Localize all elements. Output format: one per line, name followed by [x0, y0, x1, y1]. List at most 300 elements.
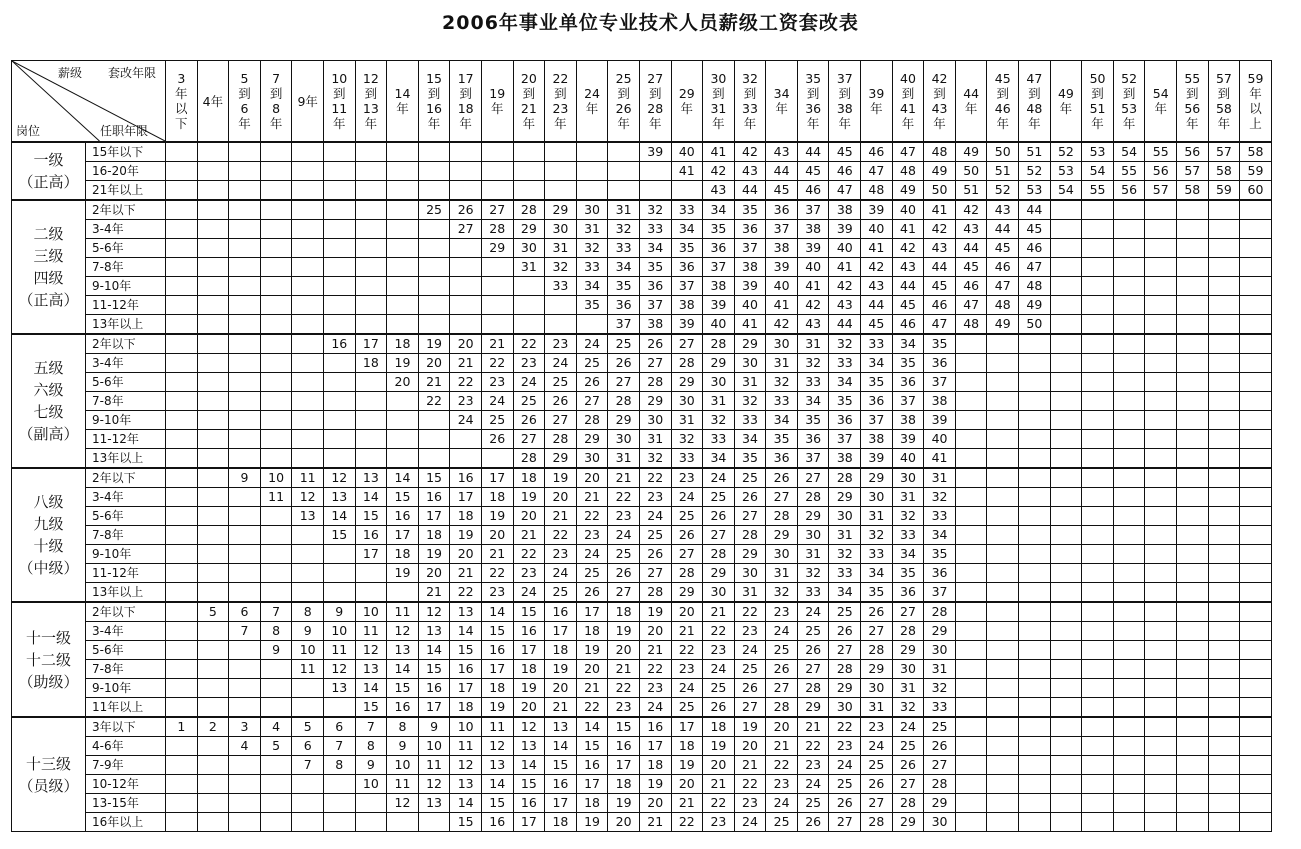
grade-cell — [955, 737, 987, 756]
grade-cell — [1019, 794, 1051, 813]
grade-cell: 29 — [703, 354, 735, 373]
grade-cell — [418, 277, 450, 296]
grade-cell — [166, 545, 198, 564]
grade-cell — [387, 411, 419, 430]
grade-cell: 53 — [1050, 162, 1082, 181]
grade-cell: 25 — [703, 679, 735, 698]
grade-cell: 34 — [924, 526, 956, 545]
grade-cell — [513, 162, 545, 181]
grade-cell: 29 — [639, 392, 671, 411]
grade-cell — [292, 334, 324, 354]
grade-cell: 27 — [576, 392, 608, 411]
grade-cell: 45 — [924, 277, 956, 296]
grade-cell: 35 — [892, 354, 924, 373]
grade-cell — [387, 315, 419, 335]
grade-cell: 56 — [1145, 162, 1177, 181]
grade-cell: 27 — [861, 622, 893, 641]
grade-cell — [260, 411, 292, 430]
grade-cell: 39 — [892, 430, 924, 449]
grade-cell — [1113, 756, 1145, 775]
grade-cell — [418, 411, 450, 430]
grade-cell: 41 — [734, 315, 766, 335]
grade-cell — [355, 315, 387, 335]
grade-cell — [1019, 449, 1051, 469]
grade-cell — [387, 813, 419, 832]
grade-cell — [197, 449, 229, 469]
grade-cell: 34 — [797, 392, 829, 411]
grade-cell: 44 — [892, 277, 924, 296]
grade-cell: 15 — [513, 775, 545, 794]
grade-cell: 9 — [292, 622, 324, 641]
grade-cell — [166, 564, 198, 583]
grade-cell — [955, 794, 987, 813]
grade-cell — [1050, 468, 1082, 488]
column-header: 30 到 31 年 — [703, 61, 735, 143]
grade-cell: 24 — [576, 334, 608, 354]
grade-cell — [260, 660, 292, 679]
grade-cell — [1019, 622, 1051, 641]
grade-cell: 44 — [1019, 200, 1051, 220]
grade-cell: 17 — [576, 602, 608, 622]
grade-cell: 38 — [671, 296, 703, 315]
grade-cell — [1208, 277, 1240, 296]
grade-cell — [355, 564, 387, 583]
grade-cell — [197, 507, 229, 526]
grade-cell — [229, 564, 261, 583]
grade-cell — [197, 411, 229, 430]
grade-cell — [1208, 258, 1240, 277]
grade-cell: 9 — [260, 641, 292, 660]
table-row — [12, 526, 1272, 545]
grade-cell — [955, 354, 987, 373]
grade-cell — [166, 162, 198, 181]
grade-cell — [987, 526, 1019, 545]
grade-cell: 44 — [734, 181, 766, 201]
grade-cell: 22 — [513, 334, 545, 354]
grade-cell — [1208, 756, 1240, 775]
grade-cell: 12 — [323, 468, 355, 488]
grade-cell: 26 — [450, 200, 482, 220]
grade-cell — [166, 507, 198, 526]
grade-cell — [987, 756, 1019, 775]
grade-cell — [1050, 564, 1082, 583]
grade-cell: 28 — [861, 641, 893, 660]
grade-cell: 13 — [450, 775, 482, 794]
grade-cell — [1019, 373, 1051, 392]
grade-cell — [987, 679, 1019, 698]
grade-cell: 16 — [545, 602, 577, 622]
grade-cell — [387, 239, 419, 258]
grade-cell — [1208, 813, 1240, 832]
grade-cell: 35 — [703, 220, 735, 239]
grade-cell: 23 — [639, 488, 671, 507]
grade-cell — [1240, 583, 1272, 603]
grade-cell: 49 — [892, 181, 924, 201]
column-header: 59 年 以 上 — [1240, 61, 1272, 143]
grade-cell: 19 — [513, 679, 545, 698]
grade-cell: 28 — [797, 488, 829, 507]
grade-cell — [1082, 794, 1114, 813]
grade-cell: 30 — [797, 526, 829, 545]
grade-cell: 8 — [292, 602, 324, 622]
grade-cell — [1145, 430, 1177, 449]
tenure-cell: 5-6年 — [86, 641, 166, 660]
grade-cell: 26 — [924, 737, 956, 756]
grade-cell: 29 — [545, 200, 577, 220]
grade-cell — [166, 449, 198, 469]
grade-cell: 22 — [608, 488, 640, 507]
grade-cell — [1177, 315, 1209, 335]
grade-cell — [323, 449, 355, 469]
grade-cell: 30 — [924, 813, 956, 832]
grade-cell: 40 — [829, 239, 861, 258]
grade-cell — [450, 277, 482, 296]
grade-cell — [1113, 737, 1145, 756]
grade-cell: 24 — [576, 545, 608, 564]
grade-cell — [1177, 488, 1209, 507]
grade-cell — [229, 641, 261, 660]
grade-cell — [450, 258, 482, 277]
grade-cell — [1050, 392, 1082, 411]
grade-cell — [323, 277, 355, 296]
grade-cell: 35 — [861, 583, 893, 603]
grade-cell: 27 — [545, 411, 577, 430]
grade-cell — [323, 200, 355, 220]
grade-cell: 33 — [703, 430, 735, 449]
grade-cell — [292, 449, 324, 469]
grade-cell: 37 — [766, 220, 798, 239]
grade-cell — [229, 277, 261, 296]
grade-cell: 58 — [1208, 162, 1240, 181]
grade-cell — [608, 181, 640, 201]
grade-cell — [197, 660, 229, 679]
tenure-cell: 11-12年 — [86, 296, 166, 315]
grade-cell: 19 — [608, 622, 640, 641]
grade-cell: 43 — [861, 277, 893, 296]
grade-cell: 19 — [671, 756, 703, 775]
grade-cell — [987, 737, 1019, 756]
grade-cell: 30 — [671, 392, 703, 411]
grade-cell: 15 — [481, 622, 513, 641]
grade-cell: 34 — [829, 583, 861, 603]
grade-cell — [1240, 737, 1272, 756]
grade-cell — [1113, 717, 1145, 737]
grade-cell: 13 — [418, 622, 450, 641]
grade-cell: 20 — [608, 813, 640, 832]
grade-cell — [1082, 488, 1114, 507]
grade-cell: 37 — [829, 430, 861, 449]
grade-cell: 21 — [481, 545, 513, 564]
grade-cell: 2 — [197, 717, 229, 737]
grade-cell — [1177, 507, 1209, 526]
column-header: 3 年 以 下 — [166, 61, 198, 143]
column-header: 35 到 36 年 — [797, 61, 829, 143]
grade-cell: 36 — [766, 449, 798, 469]
grade-cell: 23 — [766, 602, 798, 622]
corner-label-position: 岗位 — [16, 124, 41, 138]
grade-cell — [1177, 775, 1209, 794]
grade-cell: 31 — [797, 334, 829, 354]
grade-cell — [229, 526, 261, 545]
grade-cell — [166, 468, 198, 488]
grade-cell: 27 — [450, 220, 482, 239]
grade-cell: 19 — [418, 334, 450, 354]
table-row — [12, 698, 1272, 718]
grade-cell: 34 — [639, 239, 671, 258]
grade-cell — [166, 220, 198, 239]
grade-cell: 46 — [987, 258, 1019, 277]
grade-cell — [229, 142, 261, 162]
grade-cell — [166, 430, 198, 449]
grade-cell: 23 — [734, 794, 766, 813]
grade-cell: 46 — [892, 315, 924, 335]
grade-cell: 28 — [892, 794, 924, 813]
grade-cell: 34 — [829, 373, 861, 392]
table-row — [12, 430, 1272, 449]
column-header: 17 到 18 年 — [450, 61, 482, 143]
column-header: 29 年 — [671, 61, 703, 143]
grade-cell — [1082, 660, 1114, 679]
grade-cell: 30 — [861, 679, 893, 698]
grade-cell — [355, 220, 387, 239]
grade-cell: 33 — [924, 507, 956, 526]
grade-cell: 15 — [355, 507, 387, 526]
grade-cell: 22 — [734, 775, 766, 794]
grade-cell — [1082, 813, 1114, 832]
grade-cell: 24 — [450, 411, 482, 430]
grade-cell — [197, 641, 229, 660]
grade-cell — [260, 698, 292, 718]
tenure-cell: 10-12年 — [86, 775, 166, 794]
grade-cell: 49 — [1019, 296, 1051, 315]
grade-cell: 10 — [387, 756, 419, 775]
grade-cell: 16 — [513, 794, 545, 813]
grade-cell — [1177, 794, 1209, 813]
grade-cell: 30 — [829, 507, 861, 526]
grade-cell: 47 — [892, 142, 924, 162]
grade-cell — [229, 488, 261, 507]
grade-cell — [1019, 430, 1051, 449]
grade-cell — [1050, 622, 1082, 641]
grade-cell: 29 — [703, 564, 735, 583]
grade-cell — [545, 181, 577, 201]
grade-cell — [1177, 277, 1209, 296]
grade-cell — [292, 220, 324, 239]
grade-cell: 5 — [292, 717, 324, 737]
grade-cell — [1019, 488, 1051, 507]
grade-cell: 28 — [703, 334, 735, 354]
table-row — [12, 315, 1272, 335]
grade-cell: 34 — [703, 449, 735, 469]
grade-cell: 22 — [671, 641, 703, 660]
grade-cell: 46 — [829, 162, 861, 181]
grade-cell: 50 — [924, 181, 956, 201]
grade-cell — [955, 430, 987, 449]
table-row — [12, 488, 1272, 507]
grade-cell: 20 — [608, 641, 640, 660]
grade-cell — [1050, 717, 1082, 737]
grade-cell: 31 — [513, 258, 545, 277]
grade-cell — [355, 794, 387, 813]
table-row — [12, 756, 1272, 775]
grade-cell: 22 — [639, 660, 671, 679]
grade-cell: 24 — [797, 775, 829, 794]
grade-cell — [197, 220, 229, 239]
grade-cell — [355, 181, 387, 201]
grade-cell: 31 — [766, 564, 798, 583]
grade-cell: 13 — [387, 641, 419, 660]
grade-cell: 29 — [924, 794, 956, 813]
grade-cell: 37 — [924, 373, 956, 392]
grade-cell: 53 — [1019, 181, 1051, 201]
grade-cell: 12 — [481, 737, 513, 756]
grade-cell — [1177, 258, 1209, 277]
grade-cell: 9 — [387, 737, 419, 756]
grade-cell: 40 — [671, 142, 703, 162]
grade-cell — [323, 373, 355, 392]
grade-cell: 28 — [513, 200, 545, 220]
grade-cell: 28 — [513, 449, 545, 469]
grade-cell — [1082, 679, 1114, 698]
grade-cell: 20 — [576, 468, 608, 488]
grade-cell — [1240, 277, 1272, 296]
grade-cell: 54 — [1050, 181, 1082, 201]
grade-cell — [1082, 354, 1114, 373]
grade-cell — [197, 373, 229, 392]
grade-cell — [1240, 622, 1272, 641]
page-title: 2006年事业单位专业技术人员薪级工资套改表 — [442, 12, 859, 34]
grade-cell — [987, 641, 1019, 660]
grade-cell — [1208, 411, 1240, 430]
grade-cell: 25 — [576, 564, 608, 583]
table-row — [12, 220, 1272, 239]
grade-cell: 28 — [892, 622, 924, 641]
grade-cell: 34 — [861, 354, 893, 373]
table-row — [12, 794, 1272, 813]
grade-cell — [1050, 296, 1082, 315]
grade-cell: 57 — [1208, 142, 1240, 162]
grade-cell — [260, 794, 292, 813]
grade-cell: 30 — [576, 200, 608, 220]
tenure-cell: 2年以下 — [86, 602, 166, 622]
grade-cell: 32 — [671, 430, 703, 449]
grade-cell: 30 — [576, 449, 608, 469]
grade-cell: 58 — [1177, 181, 1209, 201]
grade-cell: 24 — [797, 602, 829, 622]
grade-cell: 19 — [545, 660, 577, 679]
grade-cell — [418, 430, 450, 449]
grade-cell: 39 — [797, 239, 829, 258]
grade-cell — [260, 430, 292, 449]
tenure-cell: 11-12年 — [86, 430, 166, 449]
grade-cell: 32 — [734, 392, 766, 411]
grade-cell — [166, 392, 198, 411]
grade-cell — [387, 449, 419, 469]
grade-cell — [1019, 583, 1051, 603]
grade-cell: 25 — [608, 545, 640, 564]
grade-cell: 29 — [608, 411, 640, 430]
grade-cell: 12 — [323, 660, 355, 679]
grade-cell: 15 — [387, 488, 419, 507]
grade-cell — [1113, 200, 1145, 220]
table-row — [12, 449, 1272, 469]
grade-cell: 14 — [481, 602, 513, 622]
grade-cell — [1145, 373, 1177, 392]
grade-cell: 36 — [924, 564, 956, 583]
grade-cell: 25 — [924, 717, 956, 737]
corner-label-tenure: 任职年限 — [100, 124, 149, 138]
grade-cell — [323, 430, 355, 449]
grade-cell: 42 — [734, 142, 766, 162]
grade-cell — [1145, 200, 1177, 220]
grade-cell: 43 — [734, 162, 766, 181]
grade-cell: 47 — [924, 315, 956, 335]
grade-cell: 33 — [608, 239, 640, 258]
grade-cell: 39 — [671, 315, 703, 335]
grade-cell — [1145, 602, 1177, 622]
grade-cell — [450, 315, 482, 335]
grade-cell — [1208, 468, 1240, 488]
grade-cell — [1208, 354, 1240, 373]
grade-cell: 1 — [166, 717, 198, 737]
grade-cell — [1177, 660, 1209, 679]
grade-cell — [260, 296, 292, 315]
grade-cell: 21 — [418, 373, 450, 392]
grade-cell — [955, 507, 987, 526]
table-row — [12, 162, 1272, 181]
grade-cell — [166, 660, 198, 679]
grade-cell: 29 — [892, 813, 924, 832]
grade-cell — [955, 526, 987, 545]
grade-cell: 14 — [513, 756, 545, 775]
grade-cell: 14 — [481, 775, 513, 794]
grade-cell — [260, 354, 292, 373]
grade-cell: 36 — [892, 373, 924, 392]
grade-cell: 13 — [355, 468, 387, 488]
grade-cell: 17 — [355, 545, 387, 564]
grade-cell: 17 — [545, 622, 577, 641]
column-header: 27 到 28 年 — [639, 61, 671, 143]
grade-cell — [166, 277, 198, 296]
grade-cell: 23 — [576, 526, 608, 545]
grade-cell — [1208, 296, 1240, 315]
grade-cell: 20 — [639, 794, 671, 813]
grade-cell — [197, 622, 229, 641]
tenure-cell: 9-10年 — [86, 277, 166, 296]
grade-cell: 29 — [829, 679, 861, 698]
grade-cell: 12 — [387, 622, 419, 641]
grade-cell: 16 — [513, 622, 545, 641]
grade-cell: 30 — [639, 411, 671, 430]
grade-cell — [481, 277, 513, 296]
grade-cell: 22 — [608, 679, 640, 698]
grade-cell — [197, 239, 229, 258]
grade-cell: 19 — [639, 602, 671, 622]
tenure-cell: 3-4年 — [86, 622, 166, 641]
grade-cell: 27 — [703, 526, 735, 545]
grade-cell: 23 — [829, 737, 861, 756]
grade-cell: 27 — [671, 545, 703, 564]
grade-cell — [1019, 334, 1051, 354]
grade-cell: 25 — [703, 488, 735, 507]
grade-cell: 51 — [987, 162, 1019, 181]
position-group-cell: 一级 （正高） — [12, 142, 86, 200]
grade-cell — [1208, 220, 1240, 239]
tenure-cell: 7-9年 — [86, 756, 166, 775]
grade-cell: 16 — [355, 526, 387, 545]
grade-cell: 25 — [513, 392, 545, 411]
grade-cell — [987, 411, 1019, 430]
